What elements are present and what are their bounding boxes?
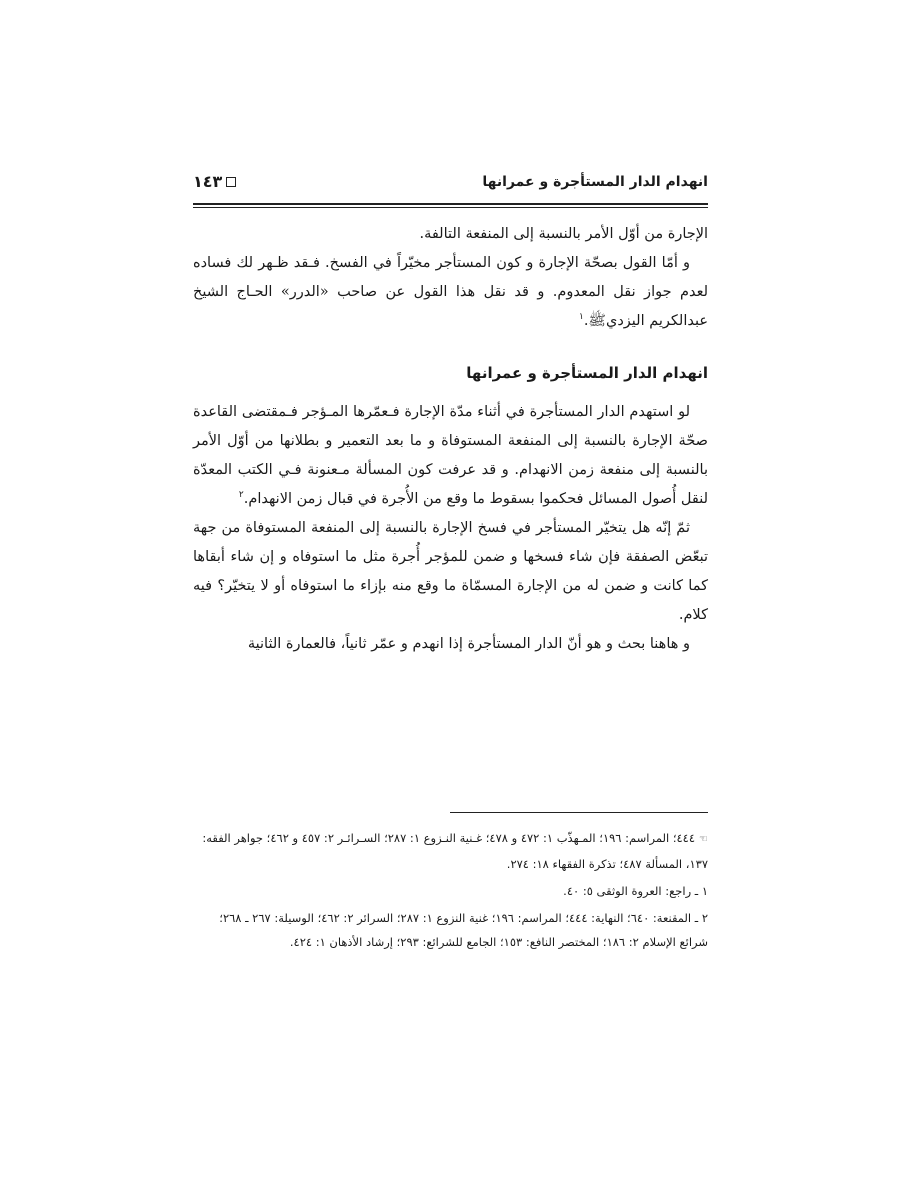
paragraph-4: ثمّ إنّه هل يتخيّر المستأجر في فسخ الإجارة بالنسبة إلى المنفعة المستوفاة من جهة تبعّض الصفقة فإن شاء فسخها و ضمن للمؤجر أُجرة مثل ما استوفاه و إن شاء أبقاها كما كانت و ضمن له من الإجارة المسمّاة ما وقع منه بإزاء ما استوفاه أو لا يتخيّر؟ فيه كلام.	[193, 520, 708, 623]
page-header	[193, 170, 708, 200]
paragraph-3-text: لو استهدم الدار المستأجرة في أثناء مدّة الإجارة فـعمّرها المـؤجر فـمقتضى القاعدة صحّة الإجارة بالنسبة إلى المنفعة المستوفاة و ما بعد التعمير و بطلانها من أوّل الأمر بالنسبة إلى منفعة زمن الانهدام. و قد عرفت كون المسألة مـعنونة فـي الكتب المعدّة لنقل أُصول المسائل فحكموا بسقوط ما وقع من الأُجرة في قبال زمن الانهدام.	[193, 404, 708, 507]
page-number-block	[193, 172, 236, 191]
paragraph-2-text: و أمّا القول بصحّة الإجارة و كون المستأجر مخيّراً في الفسخ. فـقد ظـهر لك فساده لعدم جواز نقل المعدوم. و قد نقل هذا القول عن صاحب «الدرر» الحـاج الشيخ عبدالكريم اليزدي	[193, 255, 708, 329]
footnote-ref-2[interactable]: ٢	[238, 490, 244, 501]
paragraph-2	[193, 249, 708, 336]
footnote-separator	[450, 812, 708, 813]
footnote-1: ١ ـ راجع: العروة الوثقى ٥: ٤٠.	[563, 884, 708, 898]
footnote-ref-1[interactable]: ١	[578, 312, 584, 323]
header-rule-thin	[193, 207, 708, 208]
section-title: انهدام الدار المستأجرة و عمرانها	[466, 364, 708, 382]
paragraph-5: و هاهنا بحث و هو أنّ الدار المستأجرة إذا انهدم و عمّر ثانياً، فالعمارة الثانية	[247, 636, 690, 652]
header-rule-thick	[193, 203, 708, 205]
square-icon	[226, 177, 236, 187]
footnote-2: ٢ ـ المقنعة: ٦٤٠؛ النهاية: ٤٤٤؛ المراسم: ١٩٦؛ غنية النزوع ١: ٢٨٧؛ السرائر ٢: ٤٦٢؛ الوسيلة: ٢٦٧ ـ ٢٦٨؛ شرائع الإسلام ٢: ١٨٦؛ المختصر النافع: ١٥٣؛ الجامع للشرائع: ٢٩٣؛ إرشاد الأذهان ١: ٤٢٤.	[219, 911, 708, 949]
honorific-mark: ﷺ.	[583, 313, 606, 329]
footnotes	[193, 826, 708, 957]
footnote-continued-text: ٤٤٤؛ المراسم: ١٩٦؛ المـهذّب ١: ٤٧٢ و ٤٧٨؛ غـنية النـزوع ١: ٢٨٧؛ السـرائـر ٢: ٤٥٧ و ٤٦٢؛ جواهر الفقه: ١٣٧، المسألة ٤٨٧؛ تذكرة الفقهاء ١٨: ٢٧٤.	[202, 831, 708, 871]
page-number: ١٤٣	[193, 172, 223, 191]
paragraph-3	[193, 398, 708, 514]
continuation-icon: ☜	[699, 834, 708, 845]
paragraph-1: الإجارة من أوّل الأمر بالنسبة إلى المنفعة التالفة.	[419, 226, 708, 242]
running-title: انهدام الدار المستأجرة و عمرانها	[482, 174, 708, 190]
footnote-continued	[193, 826, 708, 876]
body-text	[193, 220, 708, 659]
